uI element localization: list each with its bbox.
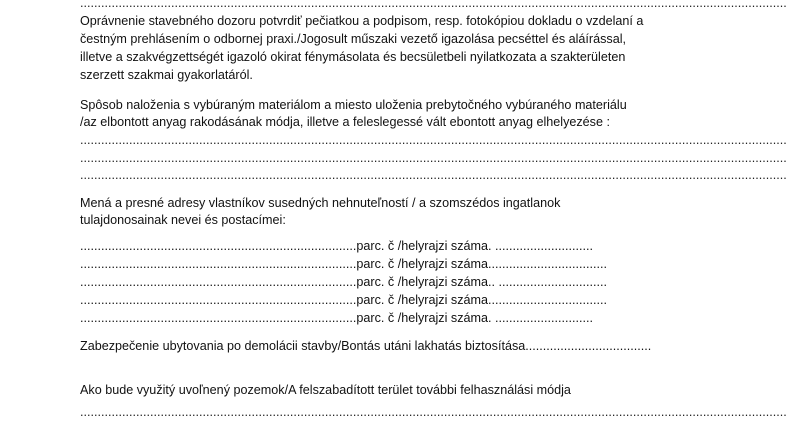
section3-line-2: tulajdonosainak nevei és postacímei: [80,213,286,227]
section4-line: Zabezpečenie ubytovania po demolácii stavby/Bontás utáni lakhatás biztosítása.................................... [80,339,652,353]
section1-line-2: čestným prehlásením o odbornej praxi./Jogosult műszaki vezető igazolása pecséttel és aláírással, [80,32,627,46]
dotted-line-s2-1: .......................................................................................................................................................................................................... [80,133,787,147]
section3-line-1: Mená a presné adresy vlastníkov susedných nehnuteľností / a szomszédos ingatlanok [80,196,561,210]
section1-line-1: Oprávnenie stavebného dozoru potvrdiť pečiatkou a podpisom, resp. fotokópiou dokladu o vzdelaní a [80,14,644,28]
dotted-line-s2-3: .......................................................................................................................................................................................................... [80,168,787,182]
section2-line-1: Spôsob naloženia s vybúraným materiálom a miesto uloženia prebytočného vybúraného materiálu [80,98,627,112]
section5-line: Ako bude využitý uvoľnený pozemok/A felszabadított terület további felhasználási módja [80,383,571,397]
dotted-line-bottom: .......................................................................................................................................................................................................... [80,405,787,419]
section1-line-3: illetve a szakvégzettségét igazoló okirat fénymásolata és becsületbeli nyilatkozata a szakterületen [80,50,626,64]
dotted-line-s2-2: .......................................................................................................................................................................................................... [80,151,787,165]
parcel-row-4: ...............................................................................parc. č /helyrajzi száma.................................. [80,293,607,307]
parcel-row-5: ...............................................................................parc. č /helyrajzi száma. ............................ [80,311,593,325]
section1-line-4: szerzett szakmai gyakorlatáról. [80,68,253,82]
dotted-line-top: .......................................................................................................................................................................................................... [80,0,787,10]
parcel-row-2: ...............................................................................parc. č /helyrajzi száma.................................. [80,257,607,271]
section2-line-2: /az elbontott anyag rakodásának módja, illetve a feleslegessé vált ebontott anyag elhelyezése : [80,115,610,129]
parcel-row-3: ...............................................................................parc. č /helyrajzi száma.. ............................... [80,275,607,289]
parcel-row-1: ...............................................................................parc. č /helyrajzi száma. ............................ [80,239,593,253]
